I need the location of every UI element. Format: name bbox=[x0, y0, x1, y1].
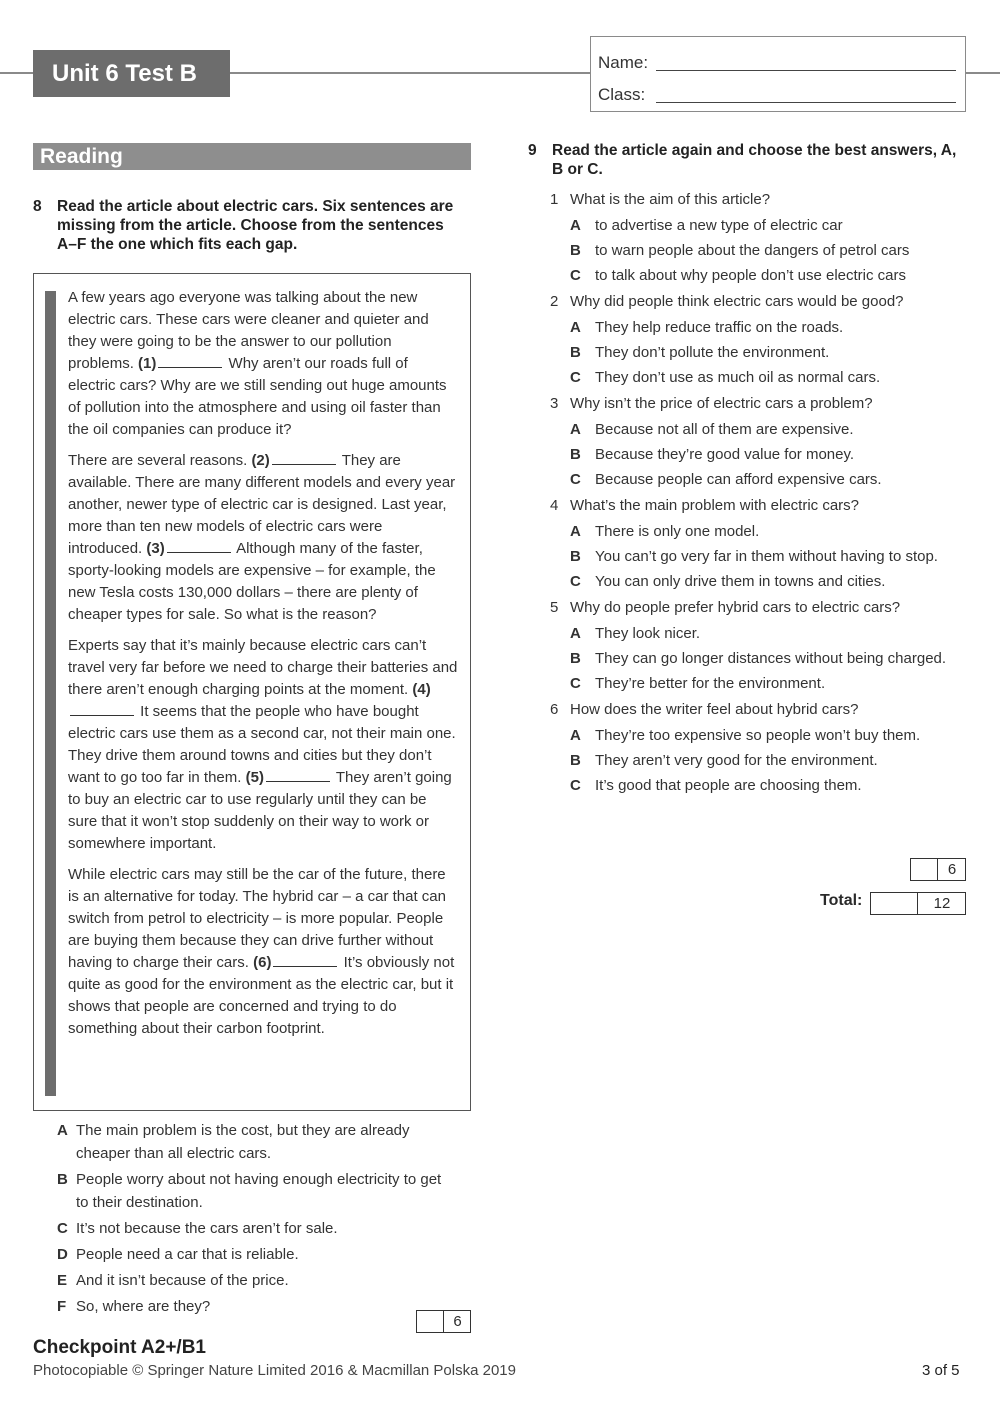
article-paragraph-4: While electric cars may still be the car of the future, there is an alternative for today. The hybrid car – a car that can switch from petrol to electricity – is more popular. People are buying them because they can drive further without having to charge their cars. (6) It’s obviously not quite as good for the environment as the electric car, but it shows that people are concerned and trying to do something about their carbon footprint. bbox=[68, 866, 455, 1037]
question-6: 6 How does the writer feel about hybrid cars? A They’re too expensive so people won’t buy them. B They aren’t very good for the environment. C It’s good that people are choosing them. bbox=[550, 697, 970, 798]
article-paragraph-3: Experts say that it’s mainly because electric cars can’t travel very far before we need to charge their batteries and there aren’t enough charging points at the moment. (4) It seems that the people who have bought electric cars use them as a second car, not their main one. They drive them around towns and cities but they don’t want to go too far in them. (5) They aren’t going to buy an electric car to use regularly until they can be sure that it won’t stop suddenly on their way to work or somewhere important. bbox=[68, 637, 458, 852]
q3-option-c[interactable]: C Because people can afford expensive cars. bbox=[570, 471, 882, 488]
q1-option-c[interactable]: C to talk about why people don’t use electric cars bbox=[570, 267, 907, 284]
total-score-box bbox=[870, 892, 966, 915]
q2-option-c[interactable]: C They don’t use as much oil as normal cars. bbox=[570, 369, 881, 386]
q3-option-b[interactable]: B Because they’re good value for money. bbox=[570, 446, 855, 463]
task9-instruction: Read the article again and choose the best answers, A, B or C. bbox=[552, 142, 957, 178]
footer-copyright: Photocopiable © Springer Nature Limited 2016 & Macmillan Polska 2019 bbox=[33, 1362, 516, 1379]
q6-option-b[interactable]: B They aren’t very good for the environment. bbox=[570, 752, 878, 769]
footer-title: Checkpoint A2+/B1 bbox=[33, 1337, 206, 1358]
name-label: Name: bbox=[598, 53, 649, 72]
task8-score-max: 6 bbox=[443, 1311, 471, 1332]
gap-6-blank[interactable] bbox=[273, 952, 337, 967]
class-field[interactable] bbox=[656, 102, 956, 103]
section-heading: Reading bbox=[33, 143, 471, 170]
task8-number: 8 bbox=[33, 198, 42, 215]
gap-4-label: (4) bbox=[412, 681, 431, 698]
task9-heading bbox=[528, 141, 968, 179]
option-a: A The main problem is the cost, but they are already cheaper than all electric cars. bbox=[57, 1122, 410, 1162]
q5-option-c[interactable]: C They’re better for the environment. bbox=[570, 675, 826, 692]
gap-2-blank[interactable] bbox=[272, 450, 336, 465]
gap-1-blank[interactable] bbox=[158, 353, 222, 368]
question-2: 2 Why did people think electric cars would be good? A They help reduce traffic on the roads. B They don’t pollute the environment. C They don’t use as much oil as normal cars. bbox=[550, 289, 970, 390]
question-5: 5 Why do people prefer hybrid cars to electric cars? A They look nicer. B They can go longer distances without being charged. C They’re better for the environment. bbox=[550, 595, 970, 696]
article-paragraph-2: There are several reasons. (2) They are available. There are many different models and every year another, newer type of electric car is designed. Last year, more than ten new models of electric cars were introduced. (3) Although many of the faster, sporty-looking models are expensive – for example, the new Tesla costs 130,000 dollars – there are plenty of cheaper types for sale. So what is the reason? bbox=[68, 452, 456, 623]
option-c: C It’s not because the cars aren’t for sale. bbox=[57, 1220, 338, 1237]
gap-5-label: (5) bbox=[245, 769, 264, 786]
q2-option-b[interactable]: B They don’t pollute the environment. bbox=[570, 344, 830, 361]
gap-1-label: (1) bbox=[138, 355, 157, 372]
question-4: 4 What’s the main problem with electric cars? A There is only one model. B You can’t go very far in them without having to stop. C You can only drive them in towns and cities. bbox=[550, 493, 970, 594]
q1-option-a[interactable]: A to advertise a new type of electric car bbox=[570, 217, 843, 234]
class-label: Class: bbox=[598, 85, 646, 104]
q5-option-a[interactable]: A They look nicer. bbox=[570, 625, 701, 642]
article-box bbox=[33, 273, 471, 1111]
task9-number: 9 bbox=[528, 142, 537, 159]
task9-score-box bbox=[910, 858, 966, 881]
option-e: E And it isn’t because of the price. bbox=[57, 1272, 289, 1289]
q6-option-c[interactable]: C It’s good that people are choosing them. bbox=[570, 777, 862, 794]
q4-option-c[interactable]: C You can only drive them in towns and cities. bbox=[570, 573, 886, 590]
article-text bbox=[68, 287, 458, 1049]
task8-score-box bbox=[416, 1310, 471, 1333]
question-1: 1 What is the aim of this article? A to advertise a new type of electric car B to warn people about the dangers of petrol cars C to talk about why people don’t use electric cars bbox=[550, 187, 970, 288]
task8-options bbox=[57, 1119, 457, 1321]
q2-option-a[interactable]: A They help reduce traffic on the roads. bbox=[570, 319, 844, 336]
gap-5-blank[interactable] bbox=[266, 767, 330, 782]
option-f: F So, where are they? bbox=[57, 1298, 211, 1315]
option-b: B People worry about not having enough electricity to get to their destination. bbox=[57, 1171, 442, 1211]
q5-option-b[interactable]: B They can go longer distances without being charged. bbox=[570, 650, 947, 667]
task8-instruction: Read the article about electric cars. Six sentences are missing from the article. Choose from the sentences A–F the one which fits each gap. bbox=[57, 198, 454, 253]
total-label: Total: bbox=[820, 892, 863, 909]
option-d: D People need a car that is reliable. bbox=[57, 1246, 299, 1263]
q3-option-a[interactable]: A Because not all of them are expensive. bbox=[570, 421, 854, 438]
name-field[interactable] bbox=[656, 70, 956, 71]
class-row bbox=[598, 85, 645, 105]
article-paragraph-1: A few years ago everyone was talking about the new electric cars. These cars were cleaner and quieter and they were going to be the answer to our pollution problems. (1) Why aren’t our roads full of electric cars? Why are we still sending out huge amounts of pollution into the atmosphere and using oil faster than the oil companies can produce it? bbox=[68, 289, 447, 438]
q1-option-b[interactable]: B to warn people about the dangers of petrol cars bbox=[570, 242, 910, 259]
task8-score-input[interactable] bbox=[417, 1311, 443, 1332]
task8-heading bbox=[33, 197, 463, 254]
q6-option-a[interactable]: A They’re too expensive so people won’t buy them. bbox=[570, 727, 921, 744]
task9-score-input[interactable] bbox=[911, 859, 937, 880]
q4-option-a[interactable]: A There is only one model. bbox=[570, 523, 760, 540]
name-row bbox=[598, 53, 648, 73]
article-side-bar bbox=[45, 291, 56, 1096]
gap-3-blank[interactable] bbox=[167, 538, 231, 553]
task9-score-max: 6 bbox=[937, 859, 966, 880]
total-score-max: 12 bbox=[917, 893, 966, 914]
q4-option-b[interactable]: B You can’t go very far in them without having to stop. bbox=[570, 548, 938, 565]
gap-3-label: (3) bbox=[146, 540, 165, 557]
total-score-input[interactable] bbox=[871, 893, 917, 914]
gap-6-label: (6) bbox=[253, 954, 272, 971]
gap-4-blank[interactable] bbox=[70, 701, 134, 716]
name-class-box bbox=[590, 36, 966, 112]
question-3: 3 Why isn’t the price of electric cars a problem? A Because not all of them are expensive. B Because they’re good value for money. C Because people can afford expensive cars. bbox=[550, 391, 970, 492]
page-number: 3 of 5 bbox=[922, 1362, 960, 1379]
task9-questions bbox=[550, 187, 970, 799]
page-title: Unit 6 Test B bbox=[33, 50, 230, 97]
gap-2-label: (2) bbox=[251, 452, 270, 469]
